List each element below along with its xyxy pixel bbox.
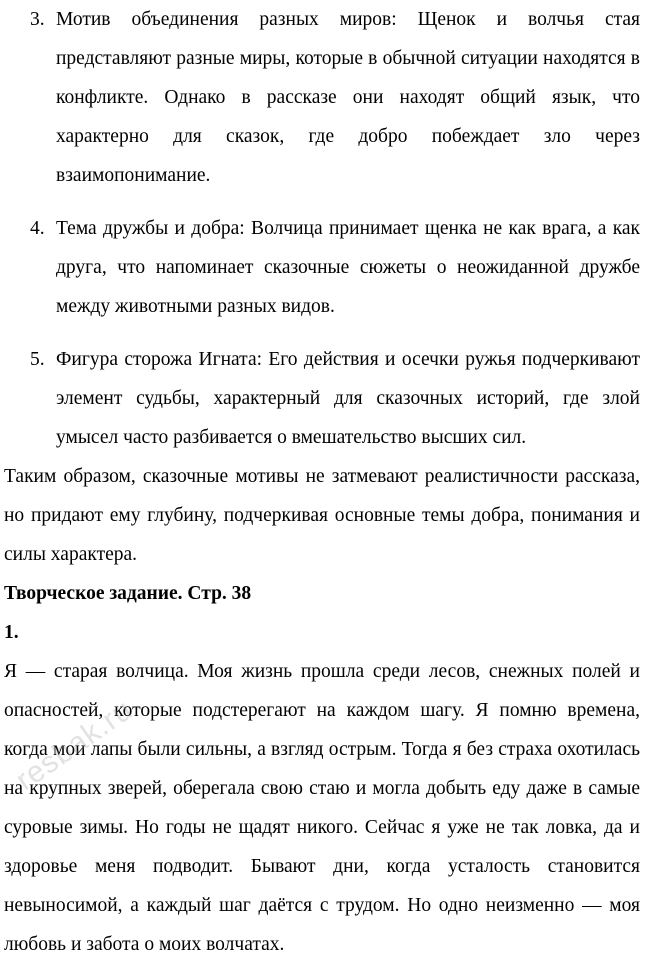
section-heading: Творческое задание. Стр. 38 <box>4 583 252 604</box>
conclusion-paragraph: Таким образом, сказочные мотивы не затмевают реалистичности рассказа, но придают ему глубину, подчеркивая основные темы добра, понимания и силы характера. <box>4 466 640 565</box>
list-item <box>0 209 646 326</box>
list-item <box>0 0 646 195</box>
task-number: 1. <box>4 622 19 643</box>
story-paragraph: Я — старая волчица. Моя жизнь прошла среди лесов, снежных полей и опасностей, которые подстерегают на каждом шагу. Я помню времена, когда мои лапы были сильны, а взгляд острым. Тогда я без страха охотилась на крупных зверей, оберегала свою стаю и могла добыть еду даже в самые суровые зимы. Но годы не щадят никого. Сейчас я уже не так ловка, да и здоровье меня подводит. Бывают дни, когда усталость становится невыносимой, а каждый шаг даётся с трудом. Но одно неизменно — моя любовь и забота о моих волчатах. <box>4 661 640 955</box>
list-item-text: Тема дружбы и добра: Волчица принимает щенка не как врага, а как друга, что напоминает сказочные сюжеты о неожиданной дружбе между животными разных видов. <box>56 218 640 317</box>
list-item-text: Мотив объединения разных миров: Щенок и волчья стая представляют разные миры, которые в обычной ситуации находятся в конфликте. Однако в рассказе они находят общий язык, что характерно для сказок, где добро побеждает зло через взаимопонимание. <box>56 9 640 186</box>
list-item <box>0 340 646 457</box>
list-item-text: Фигура сторожа Игната: Его действия и осечки ружья подчеркивают элемент судьбы, характерный для сказочных историй, где злой умысел часто разбивается о вмешательство высших сил. <box>56 349 640 448</box>
watermark-logo: resbak.ru <box>10 693 139 798</box>
numbered-list <box>0 0 646 457</box>
list-item-number: 3. <box>30 9 45 30</box>
list-item-number: 4. <box>30 218 45 239</box>
list-item-number: 5. <box>30 349 45 370</box>
